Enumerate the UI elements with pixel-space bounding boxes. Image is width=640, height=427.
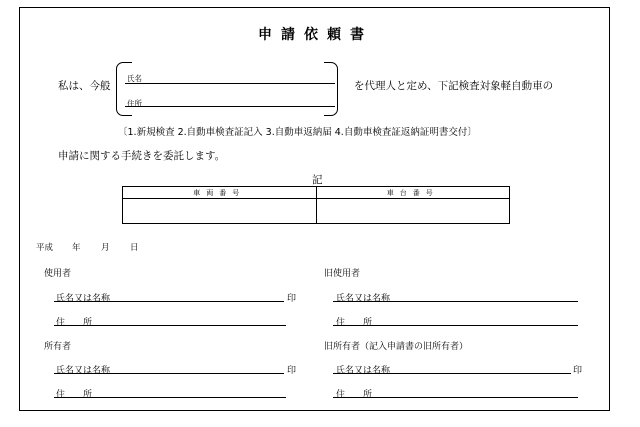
- owner-name-label: 氏名又は名称: [56, 366, 111, 376]
- date-era: 平成: [36, 243, 54, 253]
- agent-name-label: 氏名: [127, 74, 142, 83]
- agent-address-field[interactable]: [125, 106, 335, 107]
- procedure-list: 〔1.新規検査 2.自動車検査証記入 3.自動車返納届 4.自動車検査証返納証明書交付〕: [118, 127, 477, 138]
- old-user-name-field[interactable]: [333, 301, 578, 302]
- vehicle-number-cell[interactable]: [123, 199, 317, 224]
- form-title: 申請依頼書: [258, 27, 373, 43]
- delegation-text: 申請に関する手続きを委託します。: [58, 150, 226, 162]
- owner-name-field[interactable]: [54, 373, 284, 374]
- header-chassis-number: 車台番号: [316, 187, 510, 199]
- old-owner-name-field[interactable]: [333, 373, 571, 374]
- old-owner-address-label: 住 所: [336, 390, 373, 400]
- agent-address-label: 住所: [127, 99, 142, 108]
- old-user-address-field[interactable]: [333, 325, 578, 326]
- old-owner-address-field[interactable]: [333, 397, 578, 398]
- old-owner-seal: 印: [573, 366, 583, 376]
- old-owner-heading: 旧所有者（記入申請書の旧所有者）: [324, 342, 469, 352]
- intro-suffix: を代理人と定め、下記検査対象軽自動車の: [354, 80, 554, 92]
- agent-name-field[interactable]: [125, 83, 335, 84]
- vehicle-table: [122, 186, 510, 224]
- intro-prefix: 私は、今般: [58, 80, 111, 92]
- user-address-label: 住 所: [56, 318, 93, 328]
- owner-address-label: 住 所: [56, 390, 93, 400]
- old-owner-name-label: 氏名又は名称: [336, 366, 391, 376]
- record-heading: 記: [312, 174, 323, 186]
- owner-heading: 所有者: [44, 342, 72, 352]
- old-user-address-label: 住 所: [336, 318, 373, 328]
- user-name-label: 氏名又は名称: [56, 294, 111, 304]
- agent-bracket: [116, 62, 338, 116]
- user-address-field[interactable]: [54, 325, 286, 326]
- user-name-field[interactable]: [54, 301, 284, 302]
- old-user-name-label: 氏名又は名称: [336, 294, 391, 304]
- old-user-heading: 旧使用者: [324, 269, 361, 279]
- date-day: 日: [130, 243, 139, 253]
- chassis-number-cell[interactable]: [316, 199, 510, 224]
- owner-address-field[interactable]: [54, 397, 286, 398]
- date-year: 年: [72, 243, 81, 253]
- header-vehicle-number: 車両番号: [123, 187, 317, 199]
- owner-seal: 印: [287, 366, 297, 376]
- user-heading: 使用者: [44, 269, 72, 279]
- user-seal: 印: [287, 294, 297, 304]
- date-month: 月: [101, 243, 110, 253]
